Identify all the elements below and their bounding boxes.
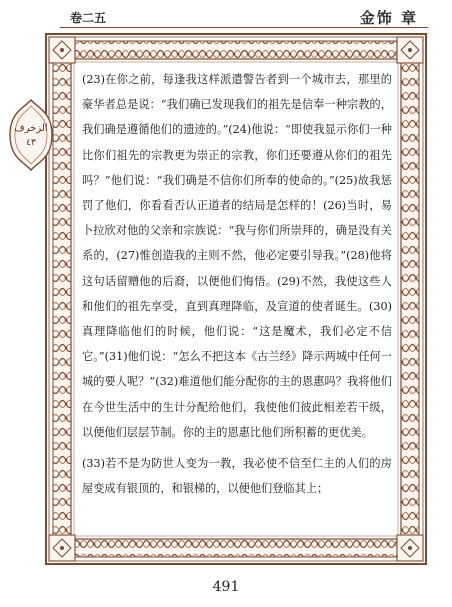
running-header-chapter: 卷二五: [70, 11, 107, 25]
body-text: [82, 67, 392, 501]
paragraph-verses-23-32: (23)在你之前，每逢我这样派遣警告者到一个城市去，那里的豪华者总是说：“我们确已发现我们的祖先是信奉一种宗教的，我们确是遵循他们的遗迹的。”(24)他说：“即使我显示你们一种比你们祖先的宗教更为崇正的宗教，你们还要遵从你们的祖先吗？”他们说：“我们确是不信你们所奉的使命的。”(25)故我惩罚了他们，你看看否认正道者的结局是怎样的！(26)当时，易卜拉欣对他的父亲和宗族说：“我与你们所崇拜的，确是没有关系的，(27)惟创造我的主则不然，他必定要引导我。”(28)他将这句话留赠他的后裔，以便他们悔悟。(29)不然，我使这些人和他们的祖先享受，直到真理降临，及宣道的使者诞生。(30)真理降临他们的时候，他们说：“这是魔术，我们必定不信它。”(31)他们说：“怎么不把这本《古兰经》降示两城中任何一城的要人呢？”(32)难道他们能分配你的主的恩惠吗？我将他们在今世生活中的生计分配给他们，我使他们彼此相差若干级，以便他们层层节制。你的主的恩惠比他们所积蓄的更优美。: [82, 73, 392, 439]
badge-number: ٤٣: [26, 138, 36, 148]
header-rule: [60, 27, 428, 28]
paragraph-verse-33: (33)若不是为防世人变为一教，我必使不信至仁主的人们的房屋变成有银顶的，和银梯的，以便他们登临其上；: [82, 457, 392, 496]
badge-arabic-title: الزخرف: [14, 123, 48, 134]
running-header-surah: 金饰 章: [359, 9, 418, 27]
page-number: 491: [212, 579, 240, 595]
side-surah-badge: [8, 98, 54, 172]
